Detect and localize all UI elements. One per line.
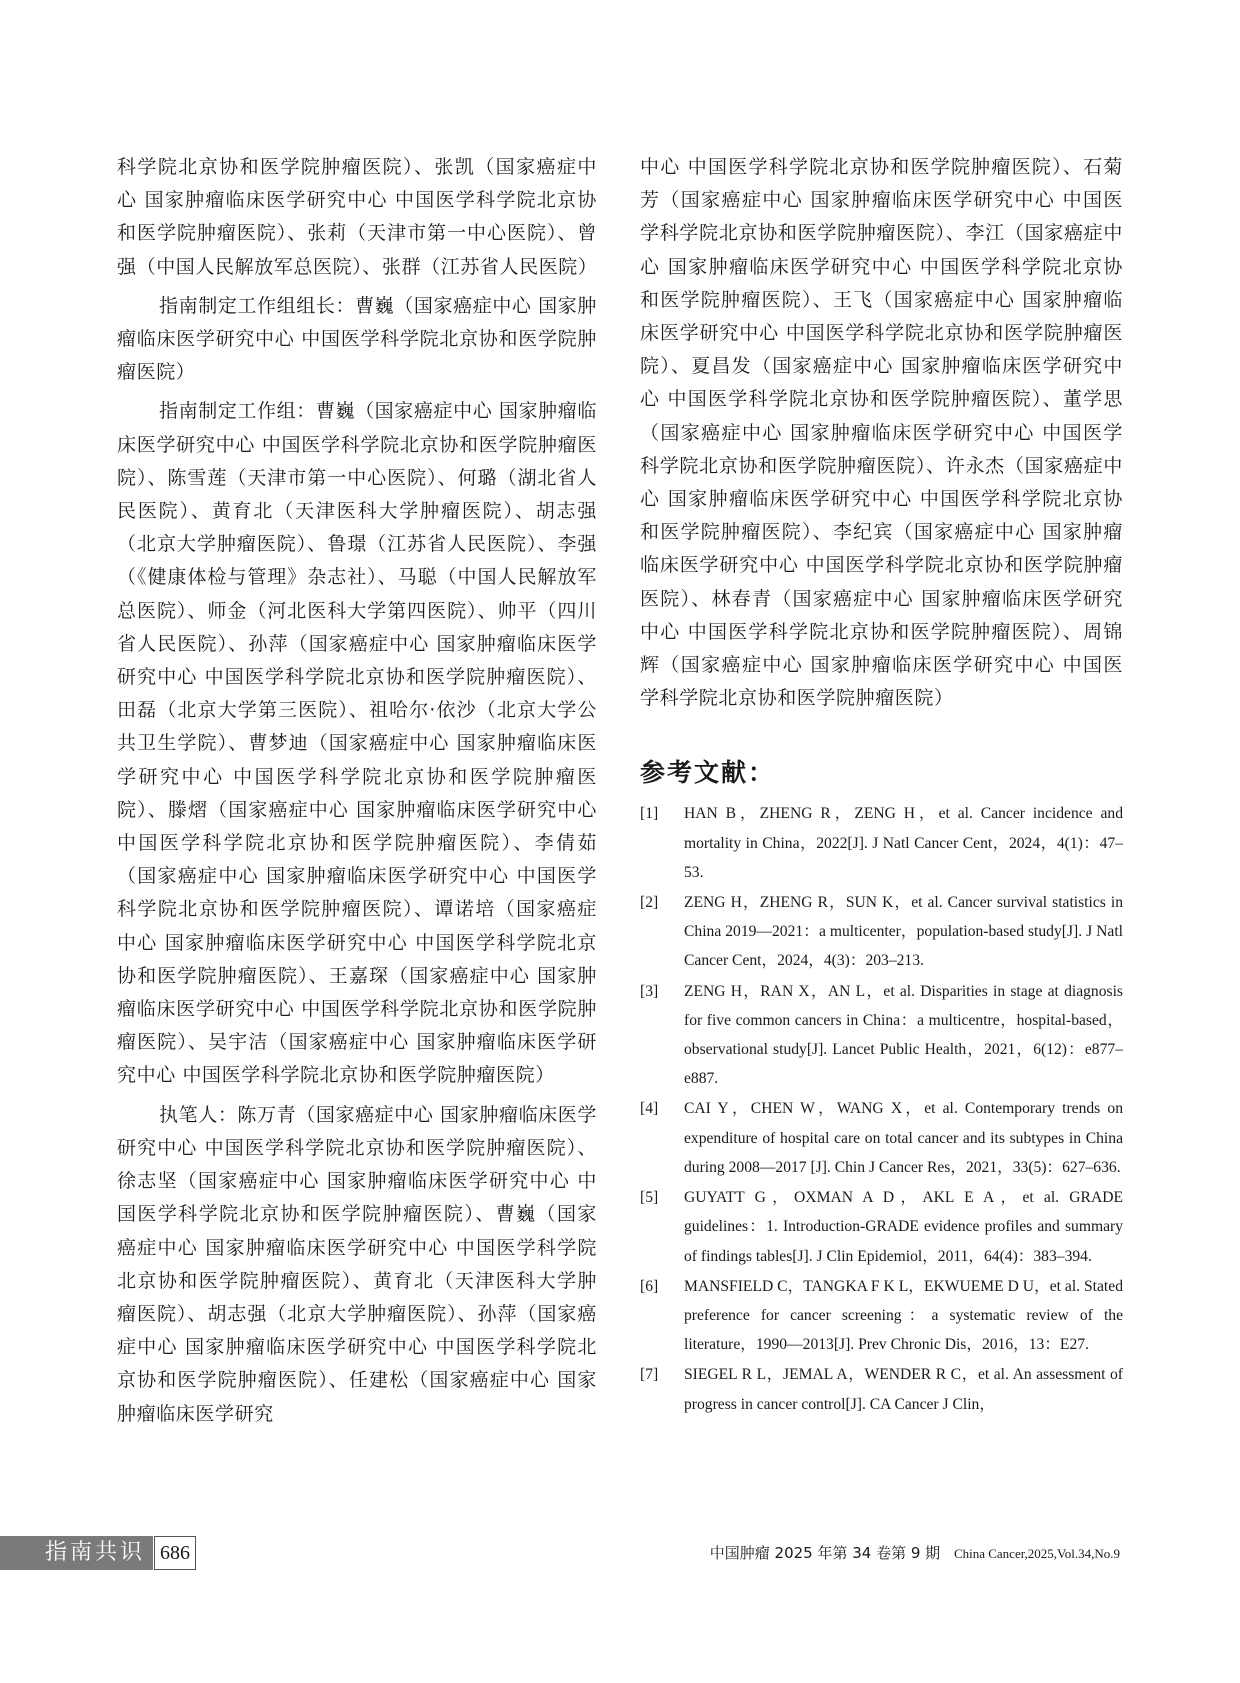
reference-text: HAN B，ZHENG R，ZENG H，et al. Cancer incidence and mortality in China，2022[J]. J Natl Cancer Cent，2024，4(1)：47–53. — [684, 805, 1123, 881]
paragraph-writers-continued: 中心 中国医学科学院北京协和医学院肿瘤医院）、石菊芳（国家癌症中心 国家肿瘤临床医学研究中心 中国医学科学院北京协和医学院肿瘤医院）、李江（国家癌症中心 国家肿瘤临床医学研究中心 中国医学科学院北京协和医学院肿瘤医院）、王飞（国家癌症中心 国家肿瘤临床医学研究中心 中国医学科学院北京协和医学院肿瘤医院）、夏昌发（国家癌症中心 国家肿瘤临床医学研究中心 中国医学科学院北京协和医学院肿瘤医院）、董学思（国家癌症中心 国家肿瘤临床医学研究中心 中国医学科学院北京协和医学院肿瘤医院）、许永杰（国家癌症中心 国家肿瘤临床医学研究中心 中国医学科学院北京协和医学院肿瘤医院）、李纪宾（国家癌症中心 国家肿瘤临床医学研究中心 中国医学科学院北京协和医学院肿瘤医院）、林春青（国家癌症中心 国家肿瘤临床医学研究中心 中国医学科学院北京协和医学院肿瘤医院）、周锦辉（国家癌症中心 国家肿瘤临床医学研究中心 中国医学科学院北京协和医学院肿瘤医院） — [640, 156, 1123, 710]
reference-item — [640, 1360, 1123, 1418]
reference-number: [5] — [640, 1189, 659, 1207]
reference-number: [1] — [640, 805, 659, 823]
reference-text: MANSFIELD C，TANGKA F K L，EKWUEME D U，et al. Stated preference for cancer screening：a systematic review of the literature，1990—2013[J]. Prev Chronic Dis，2016，13：E27. — [684, 1277, 1123, 1354]
reference-item — [640, 799, 1123, 887]
left-column — [117, 151, 597, 1431]
right-column — [640, 151, 1123, 1419]
section-label: 指南共识 — [0, 1536, 153, 1570]
journal-info — [710, 1542, 1120, 1563]
page-number: 686 — [154, 1536, 196, 1570]
reference-number: [7] — [640, 1366, 659, 1384]
reference-number: [3] — [640, 982, 659, 1000]
reference-number: [2] — [640, 894, 659, 912]
reference-item — [640, 1094, 1123, 1182]
references-list — [640, 799, 1123, 1418]
paragraph-working-group: 指南制定工作组：曹巍（国家癌症中心 国家肿瘤临床医学研究中心 中国医学科学院北京协和医学院肿瘤医院）、陈雪莲（天津市第一中心医院）、何璐（湖北省人民医院）、黄育北（天津医科大学肿瘤医院）、胡志强（北京大学肿瘤医院）、鲁璟（江苏省人民医院）、李强（《健康体检与管理》杂志社）、马聪（中国人民解放军总医院）、师金（河北医科大学第四医院）、帅平（四川省人民医院）、孙萍（国家癌症中心 国家肿瘤临床医学研究中心 中国医学科学院北京协和医学院肿瘤医院）、田磊（北京大学第三医院）、祖哈尔·依沙（北京大学公共卫生学院）、曹梦迪（国家癌症中心 国家肿瘤临床医学研究中心 中国医学科学院北京协和医学院肿瘤医院）、滕熠（国家癌症中心 国家肿瘤临床医学研究中心 中国医学科学院北京协和医学院肿瘤医院）、李倩茹（国家癌症中心 国家肿瘤临床医学研究中心 中国医学科学院北京协和医学院肿瘤医院）、谭诺培（国家癌症中心 国家肿瘤临床医学研究中心 中国医学科学院北京协和医学院肿瘤医院）、王嘉琛（国家癌症中心 国家肿瘤临床医学研究中心 中国医学科学院北京协和医学院肿瘤医院）、吴宇洁（国家癌症中心 国家肿瘤临床医学研究中心 中国医学科学院北京协和医学院肿瘤医院） — [117, 400, 597, 1087]
reference-item — [640, 1272, 1123, 1360]
paragraph-writers: 执笔人：陈万青（国家癌症中心 国家肿瘤临床医学研究中心 中国医学科学院北京协和医学院肿瘤医院）、徐志坚（国家癌症中心 国家肿瘤临床医学研究中心 中国医学科学院北京协和医学院肿瘤医院）、曹巍（国家癌症中心 国家肿瘤临床医学研究中心 中国医学科学院北京协和医学院肿瘤医院）、黄育北（天津医科大学肿瘤医院）、胡志强（北京大学肿瘤医院）、孙萍（国家癌症中心 国家肿瘤临床医学研究中心 中国医学科学院北京协和医学院肿瘤医院）、任建松（国家癌症中心 国家肿瘤临床医学研究 — [117, 1103, 597, 1425]
reference-text: SIEGEL R L，JEMAL A，WENDER R C，et al. An assessment of progress in cancer control[J]. CA Cancer J Clin， — [684, 1366, 1123, 1413]
reference-number: [6] — [640, 1277, 659, 1295]
reference-item — [640, 1183, 1123, 1271]
reference-number: [4] — [640, 1100, 659, 1118]
reference-text: ZENG H，RAN X，AN L，et al. Disparities in stage at diagnosis for five common cancers in China：a multicentre，hospital-based，observational study[J]. Lancet Public Health，2021，6(12)：e877–e887. — [684, 982, 1123, 1088]
reference-text: CAI Y，CHEN W，WANG X，et al. Contemporary trends on expenditure of hospital care on total cancer and its subtypes in China during 2008—2017 [J]. Chin J Cancer Res，2021，33(5)：627–636. — [684, 1100, 1123, 1176]
journal-title-en: China Cancer,2025,Vol.34,No.9 — [953, 1546, 1120, 1561]
reference-text: GUYATT G，OXMAN A D，AKL E A，et al. GRADE guidelines：1. Introduction-GRADE evidence profiles and summary of findings tables[J]. J Clin Epidemiol，2011，64(4)：383–394. — [684, 1189, 1123, 1265]
paragraph-contributors: 科学院北京协和医学院肿瘤医院）、张凯（国家癌症中心 国家肿瘤临床医学研究中心 中国医学科学院北京协和医学院肿瘤医院）、张莉（天津市第一中心医院）、曾强（中国人民解放军总医院）、张群（江苏省人民医院） — [117, 156, 598, 278]
references-heading: 参考文献： — [640, 758, 776, 788]
reference-text: ZENG H，ZHENG R，SUN K，et al. Cancer survival statistics in China 2019—2021：a multicenter，population-based study[J]. J Natl Cancer Cent，2024，4(3)：203–213. — [684, 894, 1123, 970]
reference-item — [640, 888, 1123, 976]
journal-title-cn: 中国肿瘤 2025 年第 34 卷第 9 期 — [709, 1544, 941, 1562]
paragraph-group-leader: 指南制定工作组组长：曹巍（国家癌症中心 国家肿瘤临床医学研究中心 中国医学科学院北京协和医学院肿瘤医院） — [117, 294, 597, 384]
reference-item — [640, 977, 1123, 1094]
page-footer — [0, 1536, 1240, 1572]
